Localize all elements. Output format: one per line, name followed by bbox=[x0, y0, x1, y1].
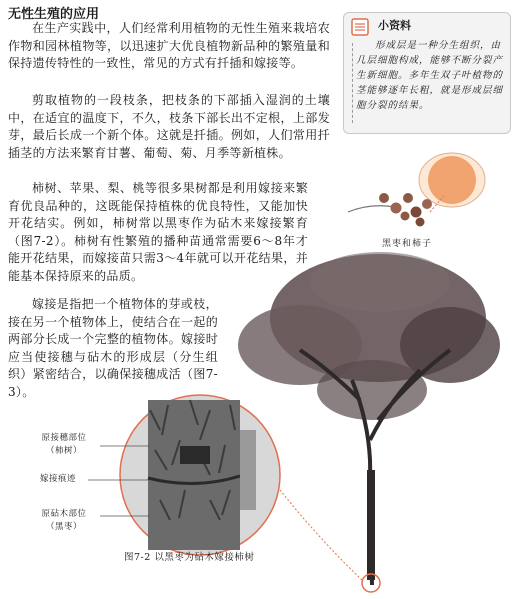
paragraph-cutting: 剪取植物的一段枝条，把枝条的下部插入湿润的土壤中，在适宜的温度下，不久，枝条下部长出不定根，上部发芽，最后长成一个新个体。这就是扦插。例如，人们常用扦插茎的方法来繁育甘薯、葡萄、菊、月季等新植株。 bbox=[8, 93, 330, 160]
union-label: 嫁接痕迹 bbox=[39, 474, 76, 484]
fruit-caption: 黑枣和柿子 bbox=[382, 239, 433, 249]
rootstock-label-species: （黑枣） bbox=[45, 522, 82, 532]
scion-label-species: （柿树） bbox=[45, 446, 82, 456]
graft-closeup bbox=[88, 395, 280, 555]
section-title: 无性生殖的应用 bbox=[8, 7, 100, 22]
rootstock-label bbox=[24, 508, 104, 534]
paragraph-intro: 在生产实践中，人们经常利用植物的无性生殖来栽培农作物和园林植物等，以迅速扩大优良植物新品种的繁殖量和保持遗传特性的一致性，常见的方式有扦插和嫁接等。 bbox=[8, 21, 330, 71]
scion-label-name: 原接穗部位 bbox=[41, 433, 87, 443]
rootstock-label-name: 原砧木部位 bbox=[41, 509, 87, 519]
info-box-text: 形成层是一种分生组织，由几层细胞构成，能够不断分裂产生新细胞。多年生双子叶植物的茎能够逐年长粗，就是形成层细胞分裂的结果。 bbox=[356, 40, 504, 111]
paragraph-grafting-definition: 嫁接是指把一个植物体的芽或枝，接在另一个植物体上，使结合在一起的两部分长成一个完整的植物体。嫁接时应当使接穗与砧木的形成层（分生组织）紧密结合，以确保接穗成活（图7-3）。 bbox=[8, 297, 218, 399]
persimmon-tree bbox=[238, 252, 500, 592]
info-box-heading: 小资料 bbox=[378, 19, 411, 32]
figure-caption: 图7-2 以黑枣为砧木嫁接柿树 bbox=[124, 552, 255, 563]
paragraph-grafting-fruit: 柿树、苹果、梨、桃等很多果树都是利用嫁接来繁育优良品种的，这既能保持植株的优良特性，又能加快开花结实。例如，柿树常以黑枣作为砧木来嫁接繁育（图7-2）。柿树有性繁殖的播种苗通常需要6～8年才能开花结果，而嫁接苗只需3～4年就可以开花结果，并能基本保持原来的品质。 bbox=[8, 181, 308, 283]
fruit-illustration bbox=[348, 153, 485, 227]
scion-label bbox=[24, 432, 104, 458]
persimmon-icon bbox=[428, 156, 476, 204]
